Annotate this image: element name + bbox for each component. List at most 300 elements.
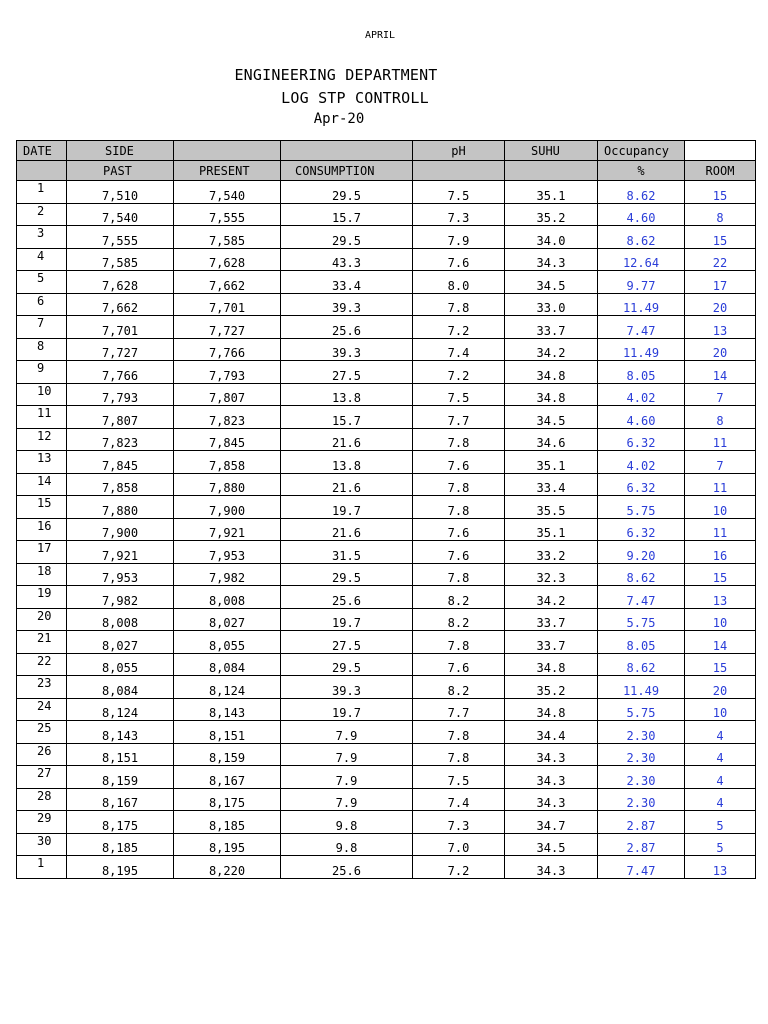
- table-row: [17, 676, 756, 699]
- date-cell: 10: [17, 383, 67, 406]
- suhu-cell: 34.8: [505, 698, 598, 721]
- occupancy-percent-cell: 5.75: [598, 608, 685, 631]
- consumption-cell: 31.5: [281, 541, 413, 564]
- present-reading-cell: 7,628: [174, 248, 281, 271]
- table-row: [17, 721, 756, 744]
- suhu-cell: 33.2: [505, 541, 598, 564]
- present-reading-cell: 7,662: [174, 271, 281, 294]
- table-row: [17, 856, 756, 879]
- present-reading-cell: 7,823: [174, 406, 281, 429]
- room-count-cell: 8: [685, 406, 756, 429]
- present-reading-cell: 7,555: [174, 203, 281, 226]
- occupancy-percent-cell: 5.75: [598, 496, 685, 519]
- ph-cell: 7.6: [413, 541, 505, 564]
- past-reading-cell: 7,823: [67, 428, 174, 451]
- past-reading-cell: 8,185: [67, 833, 174, 856]
- consumption-cell: 27.5: [281, 361, 413, 384]
- header-past: PAST: [67, 161, 174, 181]
- period-label: Apr-20: [313, 111, 365, 127]
- present-reading-cell: 8,151: [174, 721, 281, 744]
- present-reading-cell: 7,701: [174, 293, 281, 316]
- table-row: [17, 293, 756, 316]
- occupancy-percent-cell: 7.47: [598, 586, 685, 609]
- room-count-cell: 16: [685, 541, 756, 564]
- consumption-cell: 25.6: [281, 586, 413, 609]
- suhu-cell: 34.0: [505, 226, 598, 249]
- occupancy-percent-cell: 8.05: [598, 361, 685, 384]
- present-reading-cell: 8,027: [174, 608, 281, 631]
- date-cell: 17: [17, 541, 67, 564]
- suhu-cell: 32.3: [505, 563, 598, 586]
- table-row: [17, 698, 756, 721]
- room-count-cell: 7: [685, 383, 756, 406]
- room-count-cell: 15: [685, 563, 756, 586]
- consumption-cell: 29.5: [281, 563, 413, 586]
- occupancy-percent-cell: 8.62: [598, 181, 685, 204]
- table-row: [17, 338, 756, 361]
- table-row: [17, 203, 756, 226]
- present-reading-cell: 7,766: [174, 338, 281, 361]
- date-cell: 30: [17, 833, 67, 856]
- consumption-cell: 21.6: [281, 518, 413, 541]
- table-row: [17, 541, 756, 564]
- ph-cell: 7.3: [413, 811, 505, 834]
- room-count-cell: 11: [685, 428, 756, 451]
- room-count-cell: 20: [685, 338, 756, 361]
- room-count-cell: 5: [685, 811, 756, 834]
- occupancy-percent-cell: 2.87: [598, 833, 685, 856]
- past-reading-cell: 8,124: [67, 698, 174, 721]
- suhu-cell: 35.1: [505, 451, 598, 474]
- ph-cell: 7.9: [413, 226, 505, 249]
- past-reading-cell: 7,662: [67, 293, 174, 316]
- header-consumption: CONSUMPTION: [281, 161, 413, 181]
- date-cell: 14: [17, 473, 67, 496]
- header-date: DATE: [17, 141, 67, 161]
- ph-cell: 7.3: [413, 203, 505, 226]
- consumption-cell: 7.9: [281, 721, 413, 744]
- occupancy-percent-cell: 8.62: [598, 653, 685, 676]
- header-row-2: [17, 161, 756, 181]
- date-cell: 21: [17, 631, 67, 654]
- room-count-cell: 4: [685, 766, 756, 789]
- occupancy-percent-cell: 6.32: [598, 518, 685, 541]
- consumption-cell: 13.8: [281, 451, 413, 474]
- header-side: SIDE: [67, 141, 174, 161]
- ph-cell: 7.0: [413, 833, 505, 856]
- ph-cell: 7.8: [413, 631, 505, 654]
- suhu-cell: 34.3: [505, 766, 598, 789]
- ph-cell: 7.6: [413, 518, 505, 541]
- past-reading-cell: 8,008: [67, 608, 174, 631]
- present-reading-cell: 7,540: [174, 181, 281, 204]
- present-reading-cell: 8,124: [174, 676, 281, 699]
- present-reading-cell: 8,195: [174, 833, 281, 856]
- occupancy-percent-cell: 9.77: [598, 271, 685, 294]
- present-reading-cell: 7,982: [174, 563, 281, 586]
- past-reading-cell: 7,793: [67, 383, 174, 406]
- ph-cell: 7.5: [413, 766, 505, 789]
- suhu-cell: 34.3: [505, 743, 598, 766]
- consumption-cell: 9.8: [281, 811, 413, 834]
- suhu-cell: 34.8: [505, 383, 598, 406]
- past-reading-cell: 8,084: [67, 676, 174, 699]
- ph-cell: 7.5: [413, 383, 505, 406]
- occupancy-percent-cell: 5.75: [598, 698, 685, 721]
- consumption-cell: 39.3: [281, 293, 413, 316]
- occupancy-percent-cell: 6.32: [598, 473, 685, 496]
- consumption-cell: 19.7: [281, 608, 413, 631]
- occupancy-percent-cell: 8.05: [598, 631, 685, 654]
- table-row: [17, 406, 756, 429]
- occupancy-percent-cell: 8.62: [598, 563, 685, 586]
- ph-cell: 7.2: [413, 856, 505, 879]
- header-occupancy: Occupancy: [598, 141, 685, 161]
- suhu-cell: 34.2: [505, 338, 598, 361]
- present-reading-cell: 8,008: [174, 586, 281, 609]
- ph-cell: 7.8: [413, 743, 505, 766]
- table-row: [17, 788, 756, 811]
- past-reading-cell: 7,628: [67, 271, 174, 294]
- table-row: [17, 496, 756, 519]
- ph-cell: 7.8: [413, 428, 505, 451]
- suhu-cell: 33.7: [505, 316, 598, 339]
- consumption-cell: 21.6: [281, 473, 413, 496]
- ph-cell: 7.8: [413, 721, 505, 744]
- ph-cell: 8.2: [413, 608, 505, 631]
- suhu-cell: 34.8: [505, 653, 598, 676]
- present-reading-cell: 8,185: [174, 811, 281, 834]
- date-cell: 9: [17, 361, 67, 384]
- past-reading-cell: 8,027: [67, 631, 174, 654]
- occupancy-percent-cell: 4.60: [598, 406, 685, 429]
- consumption-cell: 27.5: [281, 631, 413, 654]
- occupancy-percent-cell: 4.02: [598, 451, 685, 474]
- document-title: ENGINEERING DEPARTMENT: [234, 66, 438, 84]
- table-row: [17, 181, 756, 204]
- present-reading-cell: 7,585: [174, 226, 281, 249]
- table-row: [17, 743, 756, 766]
- room-count-cell: 4: [685, 788, 756, 811]
- header-ph: pH: [413, 141, 505, 161]
- present-reading-cell: 8,055: [174, 631, 281, 654]
- past-reading-cell: 7,585: [67, 248, 174, 271]
- date-cell: 20: [17, 608, 67, 631]
- header-blank-4: [17, 161, 67, 181]
- date-cell: 4: [17, 248, 67, 271]
- suhu-cell: 34.3: [505, 788, 598, 811]
- present-reading-cell: 7,880: [174, 473, 281, 496]
- room-count-cell: 15: [685, 226, 756, 249]
- room-count-cell: 8: [685, 203, 756, 226]
- past-reading-cell: 7,510: [67, 181, 174, 204]
- past-reading-cell: 7,858: [67, 473, 174, 496]
- occupancy-percent-cell: 9.20: [598, 541, 685, 564]
- date-cell: 28: [17, 788, 67, 811]
- date-cell: 26: [17, 743, 67, 766]
- date-cell: 29: [17, 811, 67, 834]
- suhu-cell: 34.3: [505, 856, 598, 879]
- stp-log-table: [16, 140, 756, 879]
- header-suhu: SUHU: [505, 141, 598, 161]
- past-reading-cell: 7,807: [67, 406, 174, 429]
- suhu-cell: 34.4: [505, 721, 598, 744]
- past-reading-cell: 8,159: [67, 766, 174, 789]
- suhu-cell: 34.7: [505, 811, 598, 834]
- room-count-cell: 4: [685, 743, 756, 766]
- consumption-cell: 19.7: [281, 496, 413, 519]
- occupancy-percent-cell: 2.30: [598, 766, 685, 789]
- past-reading-cell: 7,982: [67, 586, 174, 609]
- past-reading-cell: 8,175: [67, 811, 174, 834]
- room-count-cell: 13: [685, 316, 756, 339]
- table-row: [17, 766, 756, 789]
- date-cell: 16: [17, 518, 67, 541]
- room-count-cell: 11: [685, 473, 756, 496]
- occupancy-percent-cell: 11.49: [598, 293, 685, 316]
- consumption-cell: 39.3: [281, 338, 413, 361]
- ph-cell: 7.8: [413, 293, 505, 316]
- ph-cell: 7.8: [413, 473, 505, 496]
- date-cell: 18: [17, 563, 67, 586]
- suhu-cell: 35.1: [505, 518, 598, 541]
- header-row-1: [17, 141, 756, 161]
- ph-cell: 8.0: [413, 271, 505, 294]
- suhu-cell: 34.8: [505, 361, 598, 384]
- past-reading-cell: 7,766: [67, 361, 174, 384]
- present-reading-cell: 8,167: [174, 766, 281, 789]
- past-reading-cell: 7,900: [67, 518, 174, 541]
- date-cell: 19: [17, 586, 67, 609]
- present-reading-cell: 7,953: [174, 541, 281, 564]
- consumption-cell: 33.4: [281, 271, 413, 294]
- date-cell: 23: [17, 676, 67, 699]
- past-reading-cell: 7,540: [67, 203, 174, 226]
- consumption-cell: 9.8: [281, 833, 413, 856]
- suhu-cell: 35.2: [505, 203, 598, 226]
- header-room: ROOM: [685, 161, 756, 181]
- table-row: [17, 226, 756, 249]
- header-percent: %: [598, 161, 685, 181]
- room-count-cell: 17: [685, 271, 756, 294]
- date-cell: 12: [17, 428, 67, 451]
- ph-cell: 7.7: [413, 406, 505, 429]
- past-reading-cell: 8,055: [67, 653, 174, 676]
- consumption-cell: 29.5: [281, 653, 413, 676]
- table-row: [17, 518, 756, 541]
- room-count-cell: 5: [685, 833, 756, 856]
- past-reading-cell: 8,143: [67, 721, 174, 744]
- table-row: [17, 811, 756, 834]
- date-cell: 7: [17, 316, 67, 339]
- room-count-cell: 7: [685, 451, 756, 474]
- ph-cell: 7.2: [413, 361, 505, 384]
- ph-cell: 7.4: [413, 338, 505, 361]
- date-cell: 13: [17, 451, 67, 474]
- occupancy-percent-cell: 4.02: [598, 383, 685, 406]
- consumption-cell: 29.5: [281, 181, 413, 204]
- ph-cell: 8.2: [413, 676, 505, 699]
- room-count-cell: 10: [685, 608, 756, 631]
- header-blank-3: [685, 141, 756, 161]
- past-reading-cell: 7,880: [67, 496, 174, 519]
- date-cell: 2: [17, 203, 67, 226]
- table-row: [17, 361, 756, 384]
- date-cell: 22: [17, 653, 67, 676]
- date-cell: 6: [17, 293, 67, 316]
- suhu-cell: 34.3: [505, 248, 598, 271]
- occupancy-percent-cell: 12.64: [598, 248, 685, 271]
- consumption-cell: 7.9: [281, 788, 413, 811]
- occupancy-percent-cell: 2.87: [598, 811, 685, 834]
- table-row: [17, 586, 756, 609]
- ph-cell: 7.4: [413, 788, 505, 811]
- consumption-cell: 15.7: [281, 203, 413, 226]
- room-count-cell: 13: [685, 856, 756, 879]
- consumption-cell: 21.6: [281, 428, 413, 451]
- table-row: [17, 473, 756, 496]
- table-row: [17, 833, 756, 856]
- ph-cell: 7.8: [413, 496, 505, 519]
- date-cell: 15: [17, 496, 67, 519]
- consumption-cell: 19.7: [281, 698, 413, 721]
- table-row: [17, 271, 756, 294]
- past-reading-cell: 7,555: [67, 226, 174, 249]
- room-count-cell: 10: [685, 496, 756, 519]
- table-row: [17, 631, 756, 654]
- occupancy-percent-cell: 2.30: [598, 743, 685, 766]
- room-count-cell: 22: [685, 248, 756, 271]
- present-reading-cell: 8,159: [174, 743, 281, 766]
- consumption-cell: 15.7: [281, 406, 413, 429]
- header-blank-5: [413, 161, 505, 181]
- present-reading-cell: 8,220: [174, 856, 281, 879]
- room-count-cell: 20: [685, 676, 756, 699]
- occupancy-percent-cell: 2.30: [598, 788, 685, 811]
- occupancy-percent-cell: 11.49: [598, 338, 685, 361]
- table-row: [17, 608, 756, 631]
- occupancy-percent-cell: 2.30: [598, 721, 685, 744]
- header-present: PRESENT: [174, 161, 281, 181]
- ph-cell: 7.6: [413, 451, 505, 474]
- present-reading-cell: 7,727: [174, 316, 281, 339]
- room-count-cell: 14: [685, 631, 756, 654]
- suhu-cell: 33.4: [505, 473, 598, 496]
- room-count-cell: 20: [685, 293, 756, 316]
- occupancy-percent-cell: 11.49: [598, 676, 685, 699]
- date-cell: 25: [17, 721, 67, 744]
- consumption-cell: 7.9: [281, 766, 413, 789]
- present-reading-cell: 7,845: [174, 428, 281, 451]
- suhu-cell: 34.5: [505, 406, 598, 429]
- present-reading-cell: 7,793: [174, 361, 281, 384]
- table-row: [17, 316, 756, 339]
- past-reading-cell: 7,727: [67, 338, 174, 361]
- date-cell: 1: [17, 181, 67, 204]
- table-row: [17, 653, 756, 676]
- room-count-cell: 15: [685, 653, 756, 676]
- present-reading-cell: 7,807: [174, 383, 281, 406]
- present-reading-cell: 8,143: [174, 698, 281, 721]
- occupancy-percent-cell: 7.47: [598, 856, 685, 879]
- table-row: [17, 563, 756, 586]
- present-reading-cell: 7,858: [174, 451, 281, 474]
- consumption-cell: 43.3: [281, 248, 413, 271]
- room-count-cell: 15: [685, 181, 756, 204]
- header-blank-1: [174, 141, 281, 161]
- room-count-cell: 10: [685, 698, 756, 721]
- table-row: [17, 451, 756, 474]
- suhu-cell: 35.5: [505, 496, 598, 519]
- consumption-cell: 29.5: [281, 226, 413, 249]
- table-row: [17, 383, 756, 406]
- past-reading-cell: 8,151: [67, 743, 174, 766]
- ph-cell: 7.6: [413, 248, 505, 271]
- ph-cell: 7.7: [413, 698, 505, 721]
- ph-cell: 7.8: [413, 563, 505, 586]
- table-row: [17, 428, 756, 451]
- month-label: APRIL: [364, 30, 396, 41]
- date-cell: 5: [17, 271, 67, 294]
- suhu-cell: 33.7: [505, 608, 598, 631]
- suhu-cell: 33.7: [505, 631, 598, 654]
- ph-cell: 7.6: [413, 653, 505, 676]
- ph-cell: 8.2: [413, 586, 505, 609]
- date-cell: 3: [17, 226, 67, 249]
- room-count-cell: 13: [685, 586, 756, 609]
- date-cell: 27: [17, 766, 67, 789]
- date-cell: 11: [17, 406, 67, 429]
- ph-cell: 7.2: [413, 316, 505, 339]
- consumption-cell: 7.9: [281, 743, 413, 766]
- table-row: [17, 248, 756, 271]
- suhu-cell: 34.2: [505, 586, 598, 609]
- room-count-cell: 11: [685, 518, 756, 541]
- present-reading-cell: 7,921: [174, 518, 281, 541]
- present-reading-cell: 8,084: [174, 653, 281, 676]
- suhu-cell: 33.0: [505, 293, 598, 316]
- suhu-cell: 34.5: [505, 833, 598, 856]
- occupancy-percent-cell: 4.60: [598, 203, 685, 226]
- occupancy-percent-cell: 7.47: [598, 316, 685, 339]
- consumption-cell: 13.8: [281, 383, 413, 406]
- suhu-cell: 34.6: [505, 428, 598, 451]
- document-subtitle: LOG STP CONTROLL: [281, 89, 429, 107]
- suhu-cell: 35.1: [505, 181, 598, 204]
- ph-cell: 7.5: [413, 181, 505, 204]
- date-cell: 8: [17, 338, 67, 361]
- header-blank-2: [281, 141, 413, 161]
- past-reading-cell: 8,167: [67, 788, 174, 811]
- occupancy-percent-cell: 6.32: [598, 428, 685, 451]
- present-reading-cell: 7,900: [174, 496, 281, 519]
- header-blank-6: [505, 161, 598, 181]
- suhu-cell: 34.5: [505, 271, 598, 294]
- room-count-cell: 14: [685, 361, 756, 384]
- consumption-cell: 39.3: [281, 676, 413, 699]
- date-cell: 1: [17, 856, 67, 879]
- present-reading-cell: 8,175: [174, 788, 281, 811]
- past-reading-cell: 7,845: [67, 451, 174, 474]
- consumption-cell: 25.6: [281, 316, 413, 339]
- room-count-cell: 4: [685, 721, 756, 744]
- occupancy-percent-cell: 8.62: [598, 226, 685, 249]
- suhu-cell: 35.2: [505, 676, 598, 699]
- date-cell: 24: [17, 698, 67, 721]
- past-reading-cell: 7,953: [67, 563, 174, 586]
- past-reading-cell: 7,921: [67, 541, 174, 564]
- consumption-cell: 25.6: [281, 856, 413, 879]
